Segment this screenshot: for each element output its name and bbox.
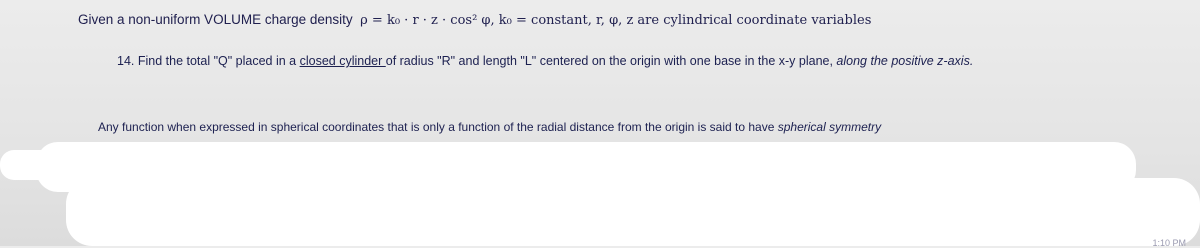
question-text-end: along the positive z-axis.: [836, 54, 974, 68]
closed-cylinder-text: closed cylinder: [299, 54, 386, 68]
question-text-start: 14. Find the total "Q" placed in a: [117, 54, 300, 68]
statement-text: Given a non-uniform VOLUME charge density: [78, 12, 353, 27]
charge-density-equation: ρ = k₀ · r · z · cos² φ, k₀ = constant, r, φ, z are cylindrical coordinate variables: [360, 13, 872, 28]
spherical-symmetry-term: spherical symmetry: [777, 120, 882, 134]
redaction-mark: [66, 178, 1200, 246]
question-14: [117, 54, 973, 68]
symmetry-text: Any function when expressed in spherical coordinates that is only a function of the radial distance from the origin is said to have: [98, 120, 778, 134]
question-text-middle: of radius "R" and length "L" centered on the origin with one base in the x-y plane,: [385, 54, 837, 68]
symmetry-note: [98, 120, 881, 134]
problem-statement: [78, 12, 871, 28]
taskbar-clock: 1:10 PM: [1152, 238, 1186, 248]
